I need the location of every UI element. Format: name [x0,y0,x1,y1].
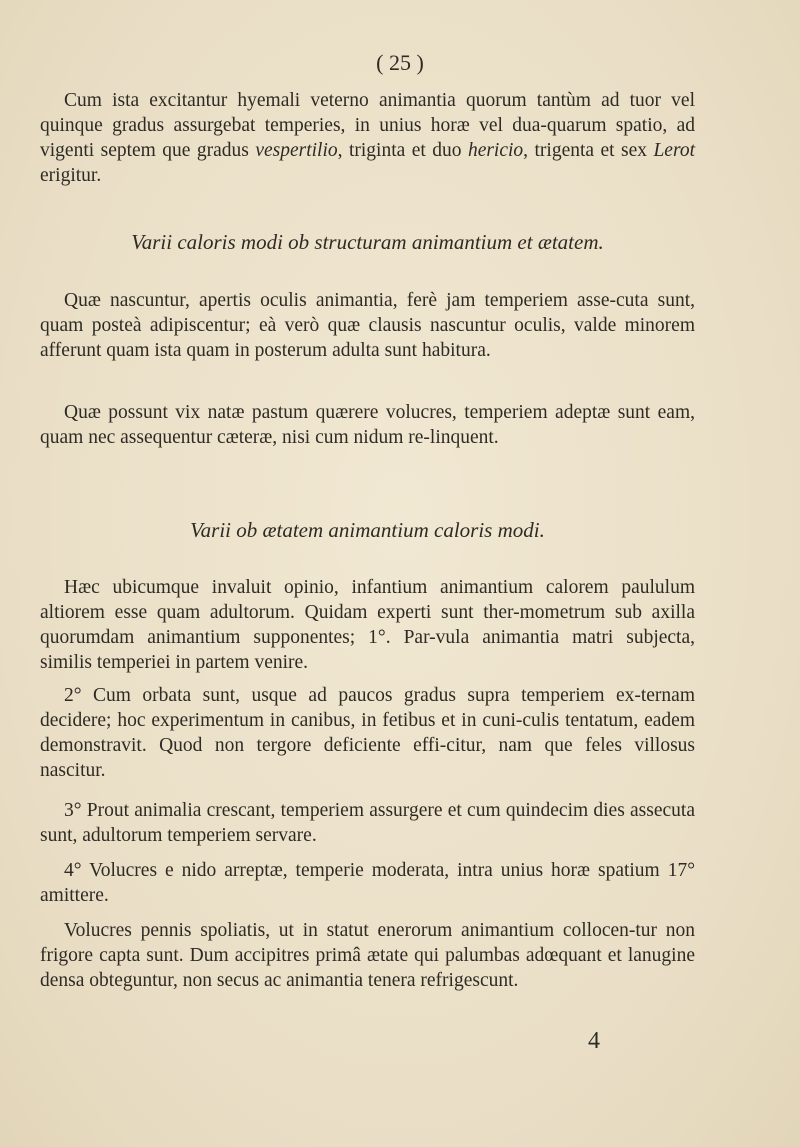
p1-text-2: , triginta et duo [337,140,468,161]
p4-text: Hæc ubicumque invaluit opinio, infantium animantium calorem paululum altiorem esse quam adultorum. Quidam experti sunt ther-mometrum sub axilla quorumdam animantium supponentes; 1°. Par-vula animantia matri subjecta, similis temperiei in partem venire. [40,577,695,673]
p8-text: Volucres pennis spoliatis, ut in statut enerorum animantium collocen-tur non frigore capta sunt. Dum accipitres primâ ætate qui palumbas adœquant et lanugine densa obteguntur, non secus ac animantia tenera refrigescunt. [40,920,695,991]
term-vespertilio: vespertilio [255,140,338,161]
p2-text: Quæ nascuntur, apertis oculis animantia, ferè jam temperiem asse-cuta sunt, quam posteà adipiscentur; eà verò quæ clausis nascuntur oculis, valde minorem afferunt quam ista quam in posterum adulta sunt habitura. [40,290,695,361]
term-hericio: hericio [467,140,524,161]
section-heading-structure: Varii caloris modi ob structuram animantium et ætatem. [131,230,604,254]
paragraph-feathers [40,918,695,993]
p3-text: Quæ possunt vix natæ pastum quærere volucres, temperiem adeptæ sunt eam, quam nec assequentur cæteræ, nisi cum nidum re-linquent. [40,402,695,448]
paragraph-open-eyes [40,288,695,363]
paragraph-point-3 [40,798,695,848]
p1-text-3: , trigenta et sex [523,140,654,161]
term-lerot: Lerot [653,140,695,161]
section-heading-age: Varii ob ætatem animantium caloris modi. [190,518,545,542]
paragraph-point-2 [40,683,695,783]
paragraph-birds [40,400,695,450]
p6-text: 3° Prout animalia crescant, temperiem assurgere et cum quindecim dies assecuta sunt, adultorum temperiem servare. [40,800,695,846]
p7-text: 4° Volucres e nido arreptæ, temperie moderata, intra unius horæ spatium 17° amittere. [40,860,695,906]
signature-mark: 4 [588,1028,600,1054]
paragraph-opinion [40,575,695,675]
p1-text: Cum ista excitantur hyemali veterno animantia quorum tantùm ad tuor vel quinque gradus assurgebat temperies, in unius horæ vel dua-quarum spatio, ad vigenti septem que gradus [40,90,695,161]
paragraph-point-4 [40,858,695,908]
p5-text: 2° Cum orbata sunt, usque ad paucos gradus supra temperiem ex-ternam decidere; hoc experimentum in canibus, in fetibus et in cuni-culis tentatum, eadem demonstravit. Quod non tergore deficiente effi-citur, nam que feles villosus nascitur. [40,685,695,781]
paragraph-hibernation [40,88,695,188]
page-number: ( 25 ) [376,50,424,75]
p1-text-4: erigitur. [40,165,102,186]
